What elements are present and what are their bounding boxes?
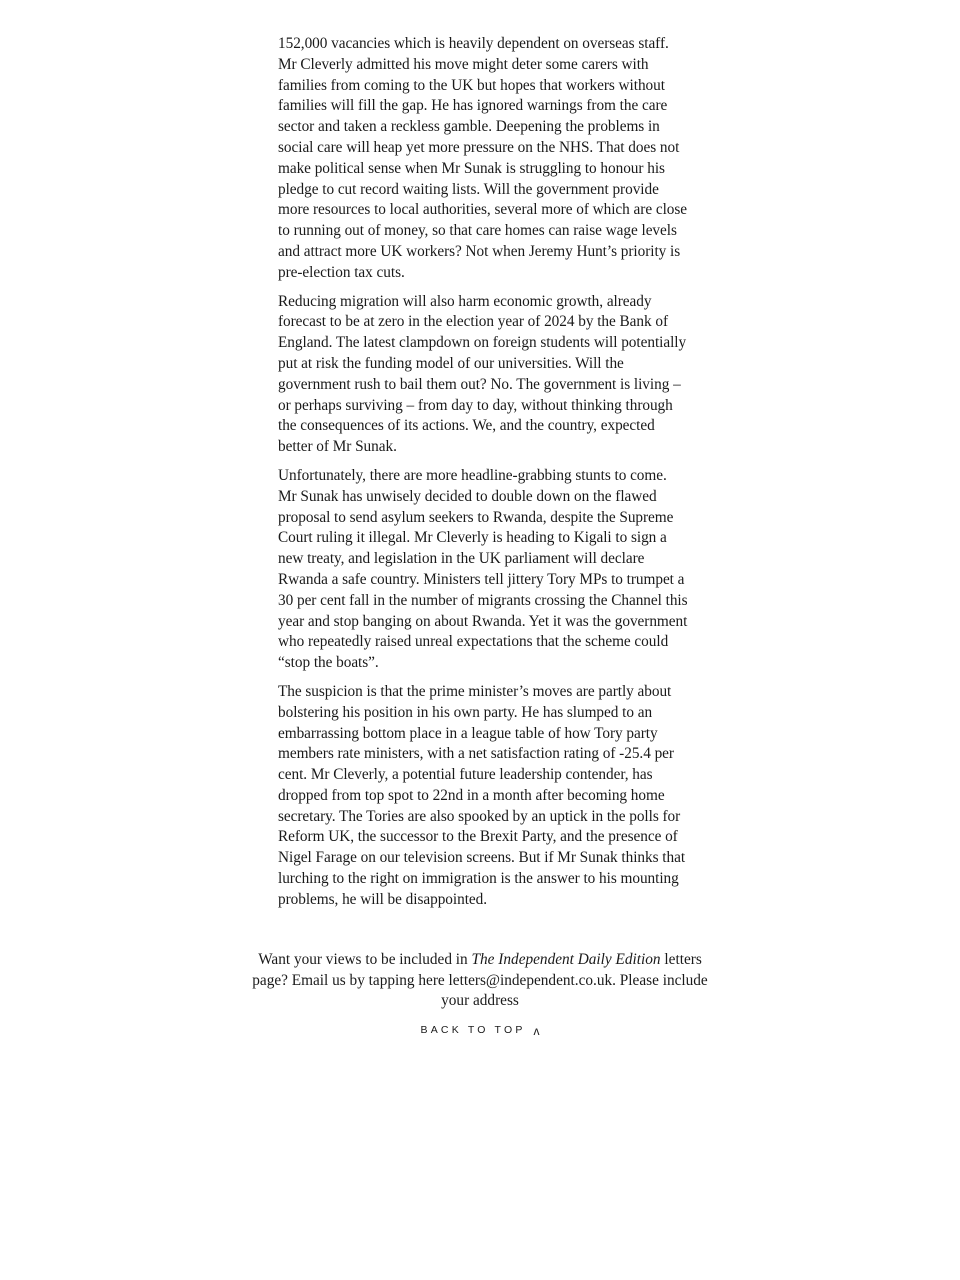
chevron-up-icon: ʌ	[533, 1024, 540, 1038]
article-body	[278, 34, 688, 919]
publication-name: The Independent Daily Edition	[471, 951, 661, 968]
article-paragraph: 152,000 vacancies which is heavily dependent on overseas staff. Mr Cleverly admitted his move might deter some carers with families from coming to the UK but hopes that workers without families will fill the gap. He has ignored warnings from the care sector and taken a reckless gamble. Deepening the problems in social care will heap yet more pressure on the NHS. That does not make political sense when Mr Sunak is struggling to honour his pledge to cut record waiting lists. Will the government provide more resources to local authorities, several more of which are close to running out of money, so that care homes can raise wage levels and attract more UK workers? Not when Jeremy Hunt’s priority is pre-election tax cuts.	[278, 35, 688, 281]
article-paragraph: Unfortunately, there are more headline-grabbing stunts to come. Mr Sunak has unwisely decided to double down on the flawed proposal to send asylum seekers to Rwanda, despite the Supreme Court ruling it illegal. Mr Cleverly is heading to Kigali to sign a new treaty, and legislation in the UK parliament will declare Rwanda a safe country. Ministers tell jittery Tory MPs to trumpet a 30 per cent fall in the number of migrants crossing the Channel this year and stop banging on about Rwanda. Yet it was the government who repeatedly raised unreal expectations that the scheme could “stop the boats”.	[278, 466, 688, 672]
back-to-top-button[interactable]	[0, 1022, 960, 1036]
article-paragraph: Reducing migration will also harm economic growth, already forecast to be at zero in the election year of 2024 by the Bank of England. The latest clampdown on foreign students will potentially put at risk the funding model of our universities. Will the government rush to bail them out? No. The government is living – or perhaps surviving – from day to day, without thinking through the consequences of its actions. We, and the country, expected better of Mr Sunak.	[278, 292, 687, 456]
letters-invitation-suffix: . Please include your address	[441, 971, 708, 1010]
letters-invitation-middle: letters page? Email us by tapping here	[252, 951, 702, 989]
letters-invitation	[240, 950, 720, 1012]
back-to-top-label: BACK TO TOP	[420, 1024, 526, 1036]
letters-invitation-prefix: Want your views to be included in	[258, 951, 472, 968]
article-paragraph: The suspicion is that the prime minister’s moves are partly about bolstering his position in his own party. He has slumped to an embarrassing bottom place in a league table of how Tory party members rate ministers, with a net satisfaction rating of -25.4 per cent. Mr Cleverly, a potential future leadership contender, has dropped from top spot to 22nd in a month after becoming home secretary. The Tories are also spooked by an uptick in the polls for Reform UK, the successor to the Brexit Party, and the presence of Nigel Farage on our television screens. But if Mr Sunak thinks that lurching to the right on immigration is the answer to his mounting problems, he will be disappointed.	[278, 682, 686, 908]
letters-email-link[interactable]: letters@independent.co.uk	[448, 971, 613, 989]
